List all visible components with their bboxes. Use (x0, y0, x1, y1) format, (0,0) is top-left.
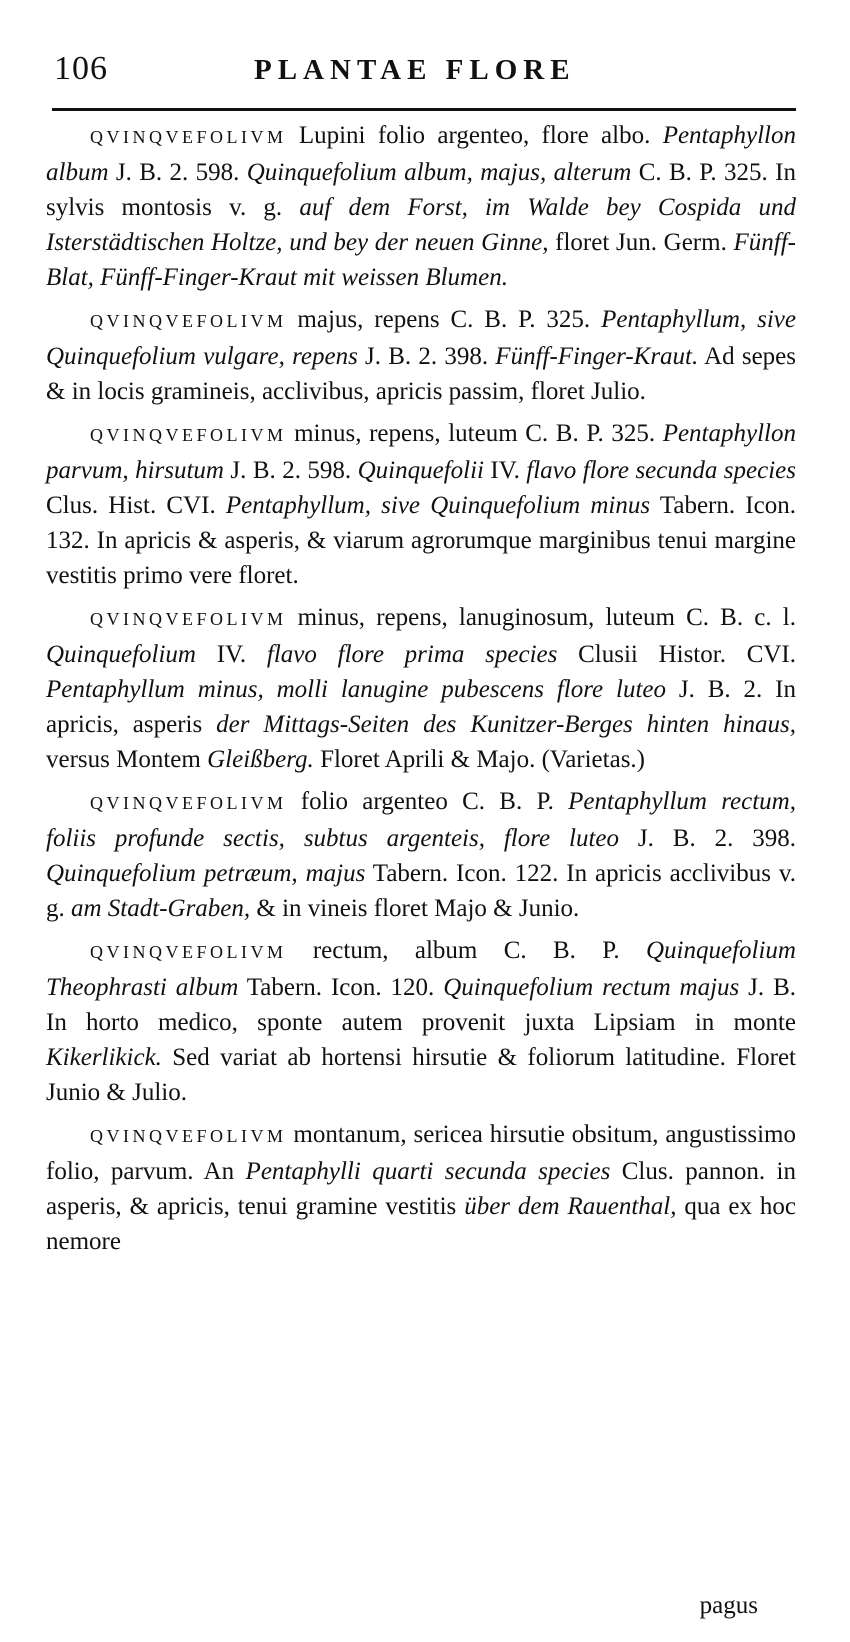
plant-entry (46, 302, 796, 409)
entry-text: J. B. In horto medico, sponte autem provenit juxta Lipsiam in monte (46, 974, 797, 1036)
entry-lead-word: QVINQVEFOLIVM (90, 609, 287, 629)
entry-text: Tabern. Icon. 132. In apricis & asperis, & viarum agrorumque marginibus tenui margine vestitis primo vere floret. (46, 492, 796, 589)
entry-lead-word: QVINQVEFOLIVM (90, 311, 287, 331)
entry-italic-text: flavo flore prima species (266, 641, 558, 668)
plant-entry (46, 416, 796, 593)
page-body (46, 118, 796, 1266)
running-head: PLANTAE FLORE (254, 54, 576, 86)
plant-entry (46, 933, 796, 1110)
entry-italic-text: Gleißberg. (207, 746, 314, 773)
entry-text: IV. (196, 641, 267, 668)
entry-text: J. B. 2. 398. (357, 343, 496, 370)
entry-text: C. B. P. 325. In sylvis montosis v. g. (46, 159, 796, 221)
entry-text: majus, repens C. B. P. 325. (286, 306, 602, 333)
entry-lead-word: QVINQVEFOLIVM (90, 942, 287, 962)
entry-italic-text: Pentaphyllon album (46, 122, 796, 186)
entry-italic-text: Pentaphyllum rectum, foliis profunde sectis, subtus argenteis, flore luteo (46, 788, 796, 852)
entry-lead-word: QVINQVEFOLIVM (90, 127, 287, 147)
entry-text: Tabern. Icon. 122. In apricis acclivibus v. g. (46, 860, 797, 922)
entry-text: J. B. 2. In apricis, asperis (46, 676, 796, 738)
entry-italic-text: Pentaphyllum, sive Quinquefolium vulgare, repens (46, 306, 796, 370)
entry-italic-text: Kikerlikick. (46, 1044, 162, 1071)
entry-text: Tabern. Icon. 120. (238, 974, 444, 1001)
entry-text: qua ex hoc nemore (46, 1193, 796, 1255)
page-header (54, 50, 794, 94)
entry-italic-text: Quinquefolium rectum majus (443, 974, 740, 1001)
entry-lead-word: QVINQVEFOLIVM (90, 425, 287, 445)
entry-text: minus, repens, luteum C. B. P. 325. (286, 420, 663, 447)
entry-text: Clus. Hist. CVI. (46, 492, 226, 519)
entry-text: & in vineis floret Majo & Junio. (250, 895, 580, 922)
entry-text: Sed variat ab hortensi hirsutie & foliorum latitudine. Floret Junio & Julio. (46, 1044, 796, 1106)
entry-text: IV. (483, 457, 527, 484)
entry-italic-text: Quinquefolium Theophrasti album (46, 937, 796, 1001)
entry-italic-text: am Stadt-Graben, (71, 895, 251, 922)
entry-text: Lupini folio argenteo, flore albo. (286, 122, 663, 149)
entry-italic-text: Quinquefolii (357, 457, 484, 484)
entry-italic-text: Pentaphylli quarti secunda species (245, 1158, 611, 1185)
entry-text: folio argenteo C. B. P. (286, 788, 569, 815)
entry-text: Clusii Histor. CVI. (557, 641, 796, 668)
plant-entry (46, 784, 796, 926)
entry-italic-text: Quinquefolium petræum, majus (46, 860, 366, 887)
entry-italic-text: flavo flore secunda species (526, 457, 796, 484)
entry-italic-text: Fünff-Blat, Fünff-Finger-Kraut mit weissen Blumen. (46, 229, 796, 291)
entry-italic-text: der Mittags-Seiten des Kunitzer-Berges hinten hinaus, (216, 711, 796, 738)
entry-lead-word: QVINQVEFOLIVM (90, 1126, 287, 1146)
entry-text: Clus. pannon. in asperis, & apricis, tenui gramine vestitis (46, 1158, 796, 1220)
entry-text: floret Jun. Germ. (548, 229, 734, 256)
header-rule (52, 108, 796, 111)
page-number: 106 (54, 50, 108, 87)
entry-text: J. B. 2. 598. (108, 159, 247, 186)
entry-text: J. B. 2. 598. (223, 457, 358, 484)
entry-lead-word: QVINQVEFOLIVM (90, 793, 287, 813)
entry-text: Floret Aprili & Majo. (Varietas.) (313, 746, 646, 773)
entry-text: Ad sepes & in locis gramineis, acclivibus, apricis passim, floret Julio. (46, 343, 797, 405)
entry-text: rectum, album C. B. P. (286, 937, 646, 964)
entry-italic-text: Quinquefolium (46, 641, 196, 668)
entry-text: versus Montem (46, 746, 208, 773)
entry-italic-text: Pentaphyllum minus, molli lanugine pubescens flore luteo (46, 676, 666, 703)
catchword: pagus (699, 1592, 758, 1619)
entry-italic-text: Pentaphyllon parvum, hirsutum (46, 420, 796, 484)
entry-text: montanum, sericea hirsutie obsitum, angustissimo folio, parvum. An (46, 1121, 796, 1185)
entry-italic-text: Fünff-Finger-Kraut. (495, 343, 699, 370)
entry-italic-text: auf dem Forst, im Walde bey Cospida und Isterstädtischen Holtze, und bey der neuen Ginne, (46, 194, 796, 256)
entry-text: minus, repens, lanuginosum, luteum C. B. c. l. (286, 604, 796, 631)
plant-entry (46, 1117, 796, 1259)
entry-italic-text: Pentaphyllum, sive Quinquefolium minus (225, 492, 651, 519)
plant-entry (46, 118, 796, 295)
entry-italic-text: Quinquefolium album, majus, alterum (246, 159, 632, 186)
entry-text: J. B. 2. 398. (619, 825, 796, 852)
entry-italic-text: über dem Rauenthal, (464, 1193, 677, 1220)
plant-entry (46, 600, 796, 777)
